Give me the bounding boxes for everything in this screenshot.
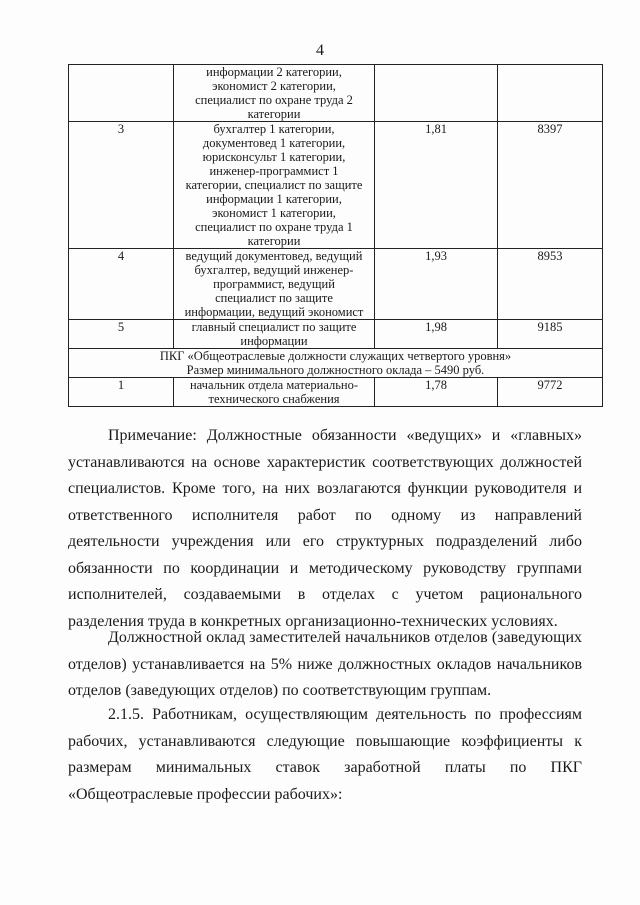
position-cell: [174, 122, 375, 249]
position-cell: [174, 320, 375, 349]
table-row: [69, 320, 603, 349]
group-header-row: [69, 349, 603, 378]
group-title: ПКГ «Общеотраслевые должности служащих четвертого уровня»: [159, 349, 512, 363]
position-cell: [174, 65, 375, 122]
table-row: [69, 65, 603, 122]
row-number-cell: 1: [69, 378, 174, 407]
coefficient-cell: 1,81: [375, 122, 498, 249]
salary-cell: 9185: [498, 320, 603, 349]
row-number-cell: 4: [69, 249, 174, 320]
position-text: ведущий документовед, ведущий бухгалтер, ведущий инженер- программист, ведущий специалист по защите информации, ведущий экономист: [184, 249, 364, 319]
row-number-cell: 3: [69, 122, 174, 249]
salary-cell: 8953: [498, 249, 603, 320]
group-header-cell: [69, 349, 603, 378]
position-text: начальник отдела материально- технического снабжения: [189, 378, 359, 406]
position-text: бухгалтер 1 категории, документовед 1 категории, юрисконсульт 1 категории, инженер-программист 1 категории, специалист по защите информации 1 категории, экономист 1 категории, специалист по охране труда 1 категории: [185, 122, 363, 248]
salary-table: [68, 64, 603, 407]
position-cell: [174, 378, 375, 407]
table-row: [69, 378, 603, 407]
position-text: информации 2 категории, экономист 2 категории, специалист по охране труда 2 категории: [195, 65, 353, 121]
deputy-salary-paragraph: Должностной оклад заместителей начальников отделов (заведующих отделов) устанавливается на 5% ниже должностных окладов начальников отделов (заведующих отделов) по соответствующим группам.: [68, 629, 582, 699]
note-paragraph: Примечание: Должностные обязанности «ведущих» и «главных» устанавливаются на основе характеристик соответствующих должностей специалистов. Кроме того, на них возлагаются функции руководителя и ответственного исполнителя работ по одному из направлений деятельности учреждения или его структурных подразделений либо обязанности по координации и методическому руководству группами исполнителей, создаваемыми в отделах с учетом рационального разделения труда в конкретных организационно-технических условиях.: [68, 427, 582, 630]
coefficient-cell: 1,93: [375, 249, 498, 320]
salary-cell: 9772: [498, 378, 603, 407]
row-number-cell: 5: [69, 320, 174, 349]
table-row: [69, 122, 603, 249]
table-row: [69, 249, 603, 320]
row-number-cell: [69, 65, 174, 122]
salary-cell: 8397: [498, 122, 603, 249]
position-cell: [174, 249, 375, 320]
coefficient-cell: 1,78: [375, 378, 498, 407]
page-number: 4: [316, 42, 324, 59]
group-subtitle: Размер минимального должностного оклада – 5490 руб.: [186, 363, 485, 377]
salary-cell: [498, 65, 603, 122]
coefficient-cell: [375, 65, 498, 122]
position-text: главный специалист по защите информации: [191, 320, 357, 348]
coefficient-cell: 1,98: [375, 320, 498, 349]
clause-paragraph: 2.1.5. Работникам, осуществляющим деятельность по профессиям рабочих, устанавливаются следующие повышающие коэффициенты к размерам минимальных ставок заработной платы по ПКГ «Общеотраслевые профессии рабочих»:: [68, 706, 582, 803]
